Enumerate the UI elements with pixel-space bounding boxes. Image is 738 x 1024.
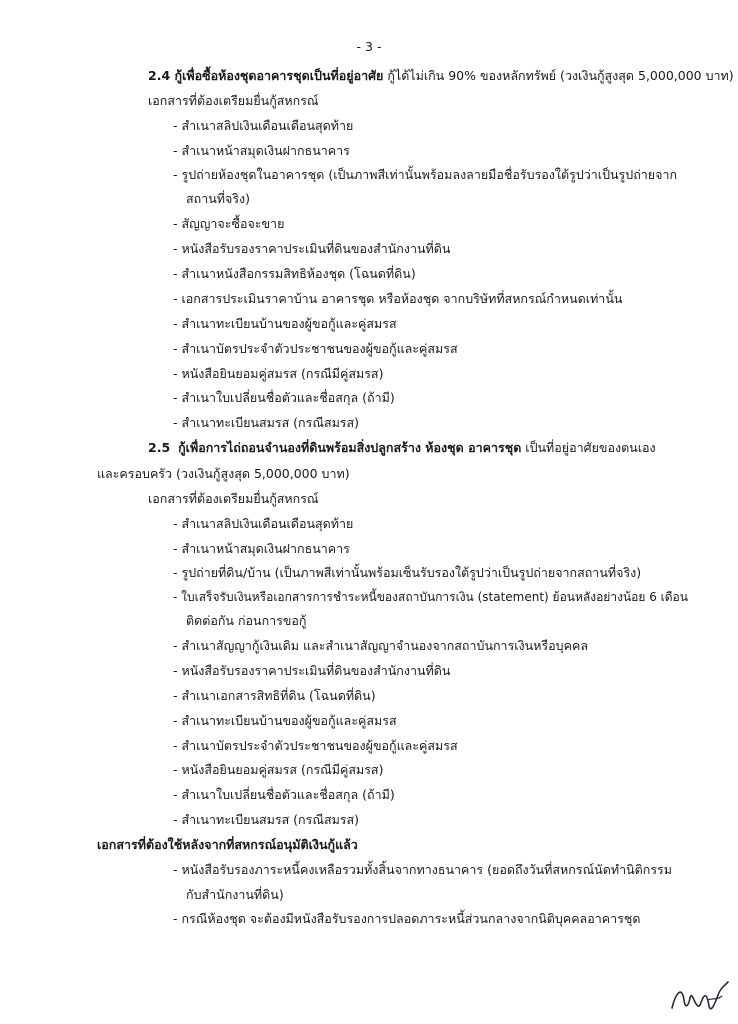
list-item: - สำเนาทะเบียนบ้านของผู้ขอกู้และคู่สมรส (173, 713, 397, 728)
list-item: - หนังสือยินยอมคู่สมรส (กรณีมีคู่สมรส) (173, 366, 384, 381)
section-2-4-docs-label: เอกสารที่ต้องเตรียมยื่นกู้สหกรณ์ (148, 93, 319, 108)
section-2-5-number: 2.5 (148, 440, 171, 455)
list-item: - เอกสารประเมินราคาบ้าน อาคารชุด หรือห้องชุด จากบริษัทที่สหกรณ์กำหนดเท่านั้น (173, 291, 623, 306)
list-item: - ใบเสร็จรับเงินหรือเอกสารการชำระหนี้ของสถาบันการเงิน (statement) ย้อนหลังอย่างน้อย 6 เดือน (173, 590, 688, 604)
after-approval-heading: เอกสารที่ต้องใช้หลังจากที่สหกรณ์อนุมัติเงินกู้แล้ว (97, 837, 358, 852)
list-item: - หนังสือรับรองภาระหนี้คงเหลือรวมทั้งสิ้นจากทางธนาคาร (ยอดถึงวันที่สหกรณ์นัดทำนิติกรรม (173, 862, 672, 877)
list-item: - สำเนาสลิปเงินเดือนเดือนสุดท้าย (173, 118, 354, 133)
list-item: - สำเนาใบเปลี่ยนชื่อตัวและชื่อสกุล (ถ้ามี) (173, 787, 395, 802)
section-2-4-heading (148, 67, 734, 85)
list-item: - รูปถ่ายห้องชุดในอาคารชุด (เป็นภาพสีเท่านั้นพร้อมลงลายมือชื่อรับรองใต้รูปว่าเป็นรูปถ่ายจาก (173, 167, 678, 182)
section-2-5-purpose: เป็นที่อยู่อาศัยของตนเอง (521, 440, 656, 455)
section-2-4-limit: กู้ได้ไม่เกิน 90% ของหลักทรัพย์ (วงเงินกู้สูงสุด 5,000,000 บาท) (383, 68, 734, 83)
list-item: - สำเนาหน้าสมุดเงินฝากธนาคาร (173, 541, 350, 556)
list-item: - สำเนาหน้าสมุดเงินฝากธนาคาร (173, 143, 350, 158)
list-item: - สำเนาทะเบียนบ้านของผู้ขอกู้และคู่สมรส (173, 316, 397, 331)
list-item: - กรณีห้องชุด จะต้องมีหนังสือรับรองการปลอดภาระหนี้ส่วนกลางจากนิติบุคคลอาคารชุด (173, 911, 641, 926)
list-item: - สำเนาเอกสารสิทธิที่ดิน (โฉนดที่ดิน) (173, 688, 376, 703)
list-item: - สำเนาหนังสือกรรมสิทธิห้องชุด (โฉนดที่ดิน) (173, 266, 416, 281)
list-item: - หนังสือรับรองราคาประเมินที่ดินของสำนักงานที่ดิน (173, 663, 451, 678)
page-number: - 3 - (356, 39, 382, 54)
list-item-continuation: กับสำนักงานที่ดิน) (186, 887, 284, 902)
list-item-continuation: สถานที่จริง) (186, 191, 251, 206)
list-item: - สัญญาจะซื้อจะขาย (173, 216, 285, 231)
list-item: - สำเนาบัตรประจำตัวประชาชนของผู้ขอกู้และคู่สมรส (173, 341, 458, 356)
list-item-continuation: ติดต่อกัน ก่อนการขอกู้ (186, 613, 307, 628)
section-2-5-docs-label: เอกสารที่ต้องเตรียมยื่นกู้สหกรณ์ (148, 491, 319, 506)
section-2-4-title: 2.4 กู้เพื่อซื้อห้องชุดอาคารชุดเป็นที่อยู่อาศัย (148, 68, 384, 83)
list-item: - สำเนาสัญญากู้เงินเดิม และสำเนาสัญญาจำนองจากสถาบันการเงินหรือบุคคล (173, 638, 588, 653)
list-item: - สำเนาทะเบียนสมรส (กรณีสมรส) (173, 415, 360, 430)
list-item: - หนังสือรับรองราคาประเมินที่ดินของสำนักงานที่ดิน (173, 241, 451, 256)
list-item: - สำเนาสลิปเงินเดือนเดือนสุดท้าย (173, 516, 354, 531)
signature-icon (668, 978, 732, 1018)
section-2-5-title: กู้เพื่อการไถ่ถอนจำนองที่ดินพร้อมสิ่งปลูกสร้าง ห้องชุด อาคารชุด (178, 440, 522, 455)
list-item: - สำเนาใบเปลี่ยนชื่อตัวและชื่อสกุล (ถ้ามี) (173, 390, 395, 405)
section-2-5-heading (148, 439, 656, 457)
list-item: - รูปถ่ายที่ดิน/บ้าน (เป็นภาพสีเท่านั้นพร้อมเซ็นรับรองใต้รูปว่าเป็นรูปถ่ายจากสถานที่จริง) (173, 565, 642, 580)
list-item: - สำเนาทะเบียนสมรส (กรณีสมรส) (173, 812, 360, 827)
list-item: - สำเนาบัตรประจำตัวประชาชนของผู้ขอกู้และคู่สมรส (173, 738, 458, 753)
list-item: - หนังสือยินยอมคู่สมรส (กรณีมีคู่สมรส) (173, 762, 384, 777)
section-2-5-heading-cont: และครอบครัว (วงเงินกู้สูงสุด 5,000,000 บาท) (97, 466, 350, 481)
